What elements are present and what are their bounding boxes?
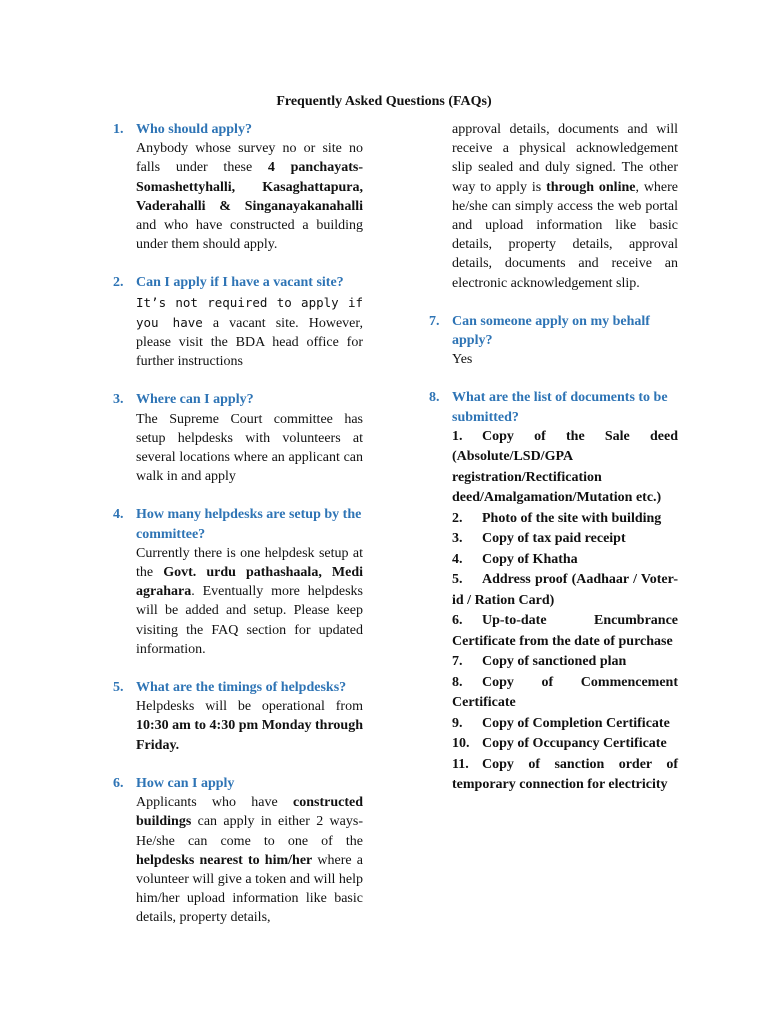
page-title: Frequently Asked Questions (FAQs) <box>276 94 492 109</box>
document-list-item <box>452 755 678 796</box>
faq-question-text: Can I apply if I have a vacant site? <box>136 275 344 291</box>
faq-number: 4. <box>113 507 124 523</box>
faq-question-6 <box>113 774 363 793</box>
document-number: 2. <box>452 510 463 526</box>
faq-answer-1 <box>136 139 363 254</box>
answer-bold-text: helpdesks nearest to him/her <box>136 852 313 868</box>
answer-bold-text: through online <box>546 179 636 195</box>
faq-item-3 <box>113 390 363 486</box>
answer-bold-text: 10:30 am to 4:30 pm Monday through Friday. <box>136 718 363 753</box>
answer-text: . Eventually more helpdesks will be added and setup. Please keep visiting the FAQ section for updated information. <box>136 584 363 657</box>
document-number: 3. <box>452 531 463 547</box>
faq-column-right <box>429 120 678 796</box>
document-text: Copy of the Sale deed (Absolute/LSD/GPA registration/Rectification deed/Amalgamation/Mutation etc.) <box>452 428 678 506</box>
faq-answer-4 <box>136 544 363 659</box>
faq-question-text: Who should apply? <box>136 122 252 137</box>
faq-item-7 <box>429 312 678 370</box>
document-text: Copy of sanctioned plan <box>482 654 627 670</box>
document-list-item <box>452 427 678 509</box>
faq-question-1 <box>113 120 363 139</box>
faq-number: 1. <box>113 122 124 137</box>
faq-question-text: What are the timings of helpdesks? <box>136 680 347 696</box>
document-number: 11. <box>452 756 469 772</box>
faq-question-4 <box>113 505 363 543</box>
faq-number: 2. <box>113 275 124 291</box>
document-list-item <box>452 673 678 714</box>
document-list-item <box>452 570 678 611</box>
document-text: Copy of Khatha <box>482 551 578 567</box>
document-number: 5. <box>452 572 463 588</box>
faq-question-text: What are the list of documents to be submitted? <box>452 390 668 425</box>
faq-question-3 <box>113 390 363 409</box>
faq-column-left <box>113 120 363 928</box>
faq-question-8 <box>429 388 678 426</box>
faq-answer-2 <box>136 293 363 372</box>
document-number: 8. <box>452 674 463 690</box>
answer-text: approval details, documents and will receive a physical acknowledgement slip sealed and duly signed. The other way to apply is <box>452 122 678 195</box>
faq-answer-6-part-2 <box>452 120 678 293</box>
answer-text: It’s not required to apply if you have <box>136 294 363 330</box>
faq-number: 7. <box>429 313 440 329</box>
faq-question-text: How can I apply <box>136 775 235 791</box>
document-text: Copy of Occupancy Certificate <box>482 736 667 752</box>
document-text: Up-to-date Encumbrance Certificate from the date of purchase <box>452 613 678 649</box>
answer-text: a vacant site. However, please visit the BDA head office for further instructions <box>136 315 363 370</box>
faq-question-5 <box>113 678 363 697</box>
document-text: Copy of Completion Certificate <box>482 715 670 731</box>
answer-text: where a volunteer will give a token and will help him/her upload information like basic details, property details, <box>136 852 363 926</box>
document-number: 4. <box>452 551 463 567</box>
answer-text: Currently there is one helpdesk setup at the <box>136 545 363 581</box>
answer-text: can apply in either 2 ways- He/she can come to one of the <box>136 814 363 849</box>
faq-answer-6-part-1 <box>136 793 363 927</box>
faq-number: 3. <box>113 392 124 408</box>
document-text: Copy of tax paid receipt <box>482 531 626 547</box>
answer-text: , where he/she can simply access the web portal and upload information like basic details, property details, approval details, documents and receive an electronic acknowledgement slip. <box>452 179 679 291</box>
document-list-item <box>452 550 678 571</box>
answer-text: Helpdesks will be operational from <box>136 699 363 715</box>
document-list <box>452 427 678 796</box>
faq-item-1 <box>113 120 363 254</box>
answer-text: Applicants who have <box>136 795 293 811</box>
answer-text: The Supreme Court committee has setup helpdesks with volunteers at several locations where an applicant can walk in and apply <box>136 411 363 485</box>
faq-answer-3 <box>136 410 363 487</box>
faq-question-2 <box>113 273 363 292</box>
document-number: 7. <box>452 654 463 670</box>
faq-question-text: Can someone apply on my behalf apply? <box>452 313 650 349</box>
answer-bold-text: constructed buildings <box>136 795 363 830</box>
answer-text: Anybody whose survey no or site no falls under these <box>136 141 363 176</box>
faq-item-4 <box>113 505 363 659</box>
document-list-item <box>452 714 678 735</box>
faq-item-8 <box>429 388 678 795</box>
faq-question-7 <box>429 312 678 350</box>
document-list-item <box>452 734 678 755</box>
answer-bold-text: 4 panchayats- Somashettyhalli, Kasaghattapura, Vaderahalli & Singanayakanahalli <box>136 160 363 214</box>
document-list-item <box>452 509 678 530</box>
faq-item-2 <box>113 273 363 371</box>
document-number: 6. <box>452 613 463 629</box>
document-text: Address proof (Aadhaar / Voter-id / Ration Card) <box>452 572 678 608</box>
answer-bold-text: Govt. urdu pathashaala, Medi agrahara <box>136 565 363 600</box>
document-list-item <box>452 652 678 673</box>
faq-answer-7 <box>452 350 678 369</box>
faq-question-text: How many helpdesks are setup by the committee? <box>136 507 362 542</box>
faq-item-6 <box>113 774 363 928</box>
document-number: 10. <box>452 736 470 752</box>
faq-item-5 <box>113 678 363 755</box>
faq-number: 8. <box>429 390 440 406</box>
faq-number: 6. <box>113 775 124 791</box>
faq-question-text: Where can I apply? <box>136 392 254 408</box>
faq-answer-5 <box>136 697 363 755</box>
document-text: Copy of sanction order of temporary connection for electricity <box>452 756 678 793</box>
answer-text: Yes <box>452 352 473 368</box>
faq-number: 5. <box>113 680 124 696</box>
document-list-item <box>452 611 678 652</box>
document-number: 1. <box>452 428 463 444</box>
document-text: Photo of the site with building <box>482 510 662 526</box>
document-text: Copy of Commencement Certificate <box>452 674 678 711</box>
answer-text: and who have constructed a building under them should apply. <box>136 218 363 253</box>
document-number: 9. <box>452 715 463 731</box>
document-list-item <box>452 529 678 550</box>
